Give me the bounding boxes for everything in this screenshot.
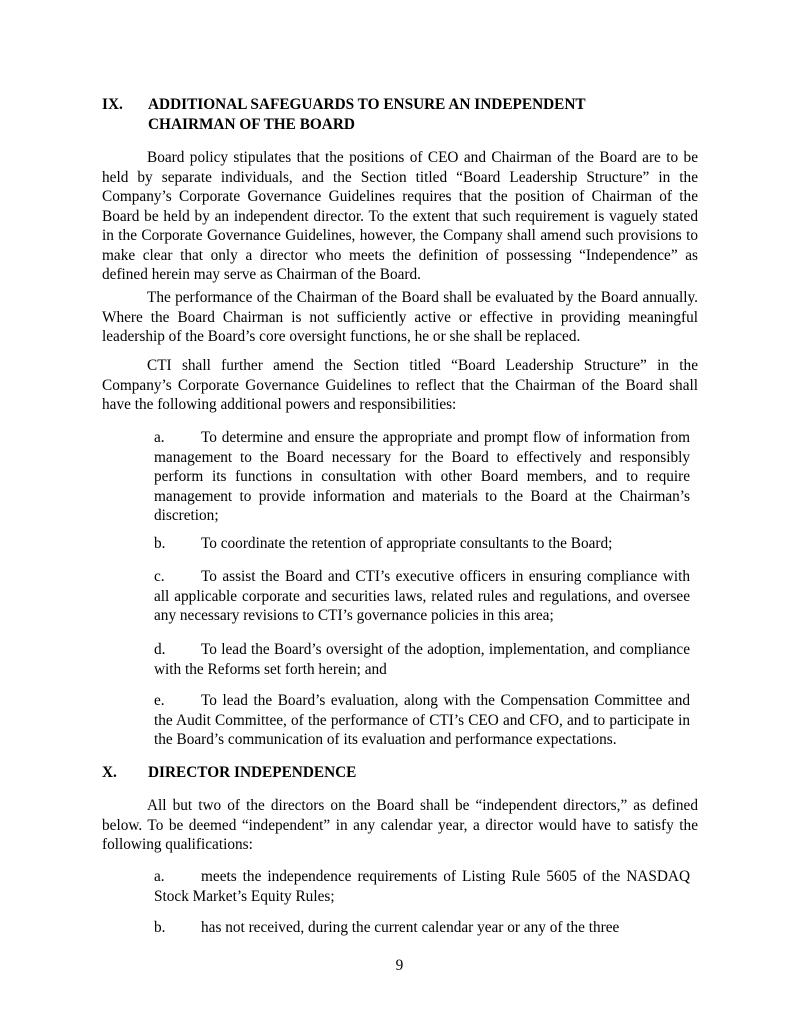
item-letter: c.	[154, 568, 165, 585]
item-text: has not received, during the current calendar year or any of the three	[201, 919, 620, 936]
item-text: meets the independence requirements of Listing Rule 5605 of the NASDAQ Stock Market’s Equity Rules;	[154, 868, 690, 905]
item-text: To lead the Board’s evaluation, along with the Compensation Committee and the Audit Committee, of the performance of CTI’s CEO and CFO, and to participate in the Board’s communication of its evaluation and performance expectations.	[154, 692, 690, 748]
section-x-item-a	[154, 867, 690, 906]
section-ix-paragraph-3: CTI shall further amend the Section titled “Board Leadership Structure” in the Company’s Corporate Governance Guidelines to reflect that the Chairman of the Board shall have the following additional powers and responsibilities:	[102, 357, 698, 413]
item-text: To coordinate the retention of appropriate consultants to the Board;	[201, 535, 613, 552]
item-letter: e.	[154, 692, 165, 709]
section-ix-item-d	[154, 640, 690, 679]
section-ix-item-a	[154, 428, 690, 526]
page-number: 9	[395, 957, 404, 974]
section-ix-paragraph-2: The performance of the Chairman of the Board shall be evaluated by the Board annually. Where the Board Chairman is not sufficiently active or effective in providing meaningful leadership of the Board’s core oversight functions, he or she shall be replaced.	[102, 289, 698, 345]
section-x-item-b	[154, 918, 690, 938]
item-text: To lead the Board’s oversight of the adoption, implementation, and compliance with the Reforms set forth herein; and	[154, 641, 690, 678]
section-ix-item-c	[154, 567, 690, 626]
item-letter: d.	[154, 641, 166, 658]
section-ix-item-b	[154, 534, 690, 554]
section-ix-paragraph-1: Board policy stipulates that the positions of CEO and Chairman of the Board are to be held by separate individuals, and the Section titled “Board Leadership Structure” in the Company’s Corporate Governance Guidelines requires that the position of Chairman of the Board be held by an independent director. To the extent that such requirement is vaguely stated in the Corporate Governance Guidelines, however, the Company shall amend such provisions to make clear that only a director who meets the definition of possessing “Independence” as defined herein may serve as Chairman of the Board.	[102, 149, 698, 283]
section-x-paragraph-1: All but two of the directors on the Board shall be “independent directors,” as defined below. To be deemed “independent” in any calendar year, a director would have to satisfy the following qualifications:	[102, 797, 698, 853]
item-letter: b.	[154, 535, 166, 552]
section-ix-number: IX.	[102, 96, 123, 113]
section-ix-title: ADDITIONAL SAFEGUARDS TO ENSURE AN INDEPENDENT CHAIRMAN OF THE BOARD	[148, 96, 586, 133]
section-x-number: X.	[102, 764, 117, 781]
item-letter: a.	[154, 868, 165, 885]
section-x-title: DIRECTOR INDEPENDENCE	[148, 764, 357, 781]
section-ix-item-e	[154, 691, 690, 750]
item-letter: a.	[154, 429, 165, 446]
item-text: To determine and ensure the appropriate and prompt flow of information from management to the Board necessary for the Board to effectively and responsibly perform its functions in consultation with other Board members, and to require management to provide information and materials to the Board at the Chairman’s discretion;	[154, 429, 690, 524]
item-letter: b.	[154, 919, 166, 936]
item-text: To assist the Board and CTI’s executive officers in ensuring compliance with all applicable corporate and securities laws, related rules and regulations, and oversee any necessary revisions to CTI’s governance policies in this area;	[154, 568, 690, 624]
